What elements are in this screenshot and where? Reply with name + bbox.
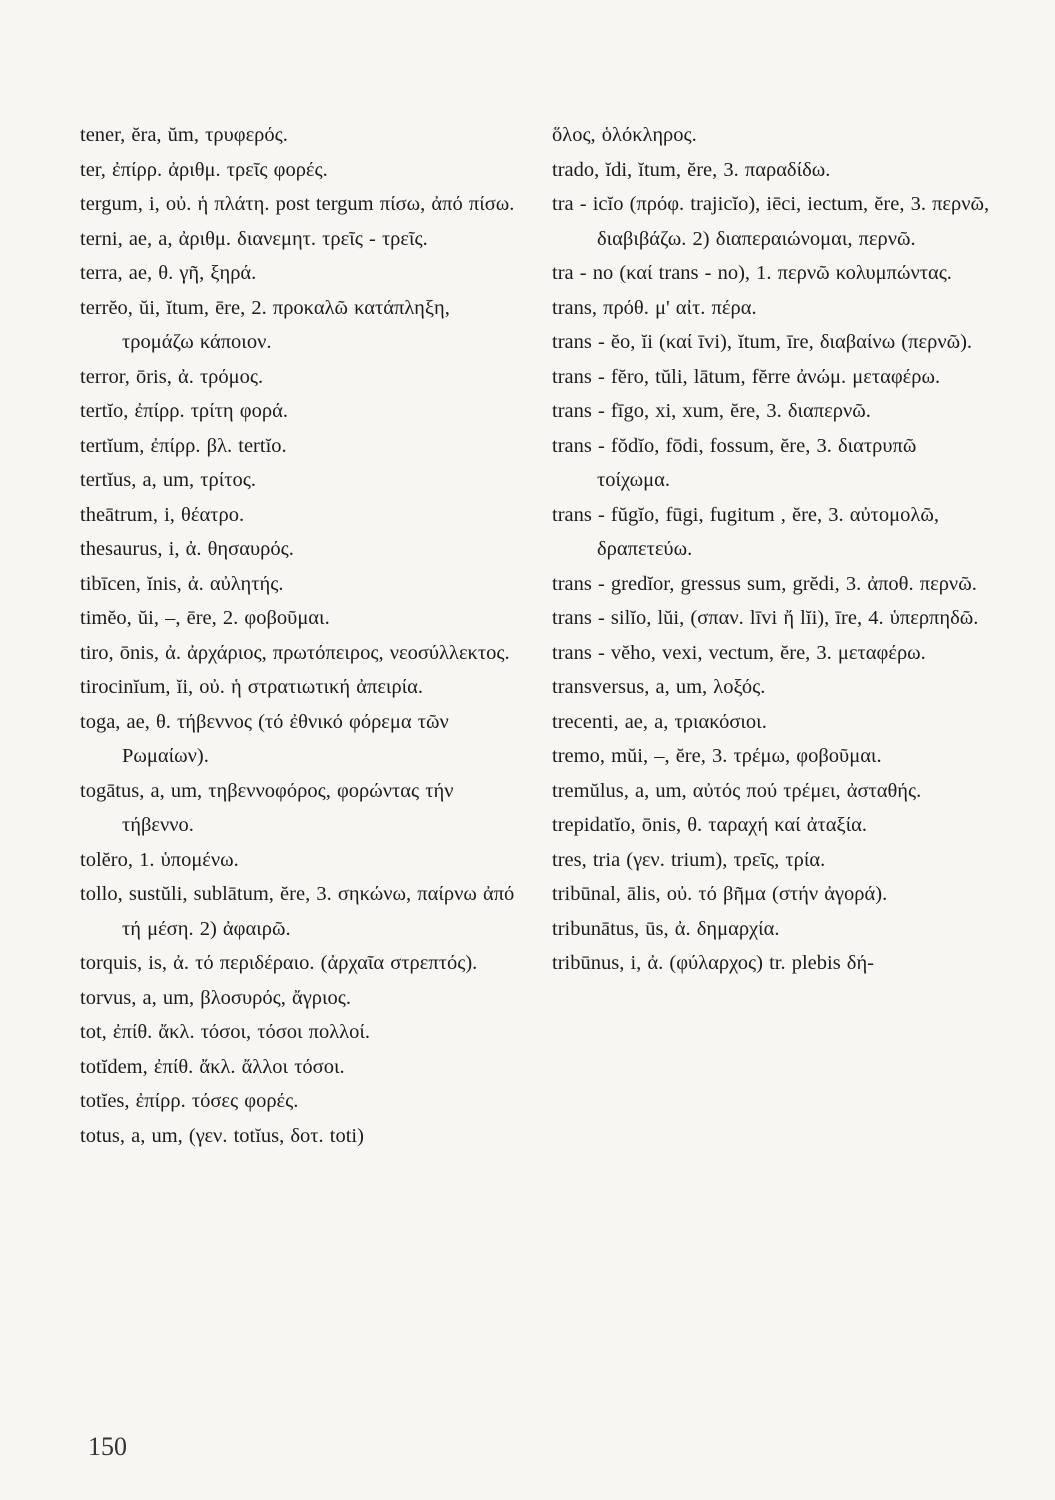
dictionary-entry: theātrum, i, θέατρο.: [80, 503, 245, 526]
dictionary-entry: torvus, a, um, βλοσυρός, ἄγριος.: [80, 986, 352, 1009]
dictionary-entry: tribūnus, i, ἀ. (φύλαρχος) tr. plebis δή-: [552, 952, 875, 974]
dictionary-entry: tribunātus, ūs, ἀ. δημαρχία.: [552, 917, 780, 940]
dictionary-entry: tiro, ōnis, ἀ. ἀρχάριος, πρωτόπειρος, νεοσύλλεκτος.: [80, 641, 510, 664]
dictionary-entry: tremo, mŭi, –, ĕre, 3. τρέμω, φοβοῦμαι.: [552, 745, 882, 767]
dictionary-entry: tot, ἐπίθ. ἄκλ. τόσοι, τόσοι πολλοί.: [80, 1021, 371, 1043]
dictionary-entry: ὅλος, ὁλόκληρος.: [552, 124, 697, 146]
dictionary-entry: thesaurus, i, ἀ. θησαυρός.: [80, 538, 294, 560]
left-column: [80, 118, 520, 1153]
dictionary-entry: torquis, is, ἀ. τό περιδέραιο. (ἀρχαῖα στρεπτός).: [80, 952, 478, 974]
dictionary-entry: trepidatĭo, ōnis, θ. ταραχή καί ἀταξία.: [552, 814, 867, 836]
dictionary-entry: transversus, a, um, λοξός.: [552, 676, 766, 698]
dictionary-entry: togātus, a, um, τηβεννοφόρος, φορώντας τήν τήβεννο.: [80, 779, 454, 836]
dictionary-entry: trecenti, ae, a, τριακόσιοι.: [552, 710, 767, 733]
dictionary-entry: tolĕro, 1. ὑπομένω.: [80, 848, 239, 871]
dictionary-entry: totus, a, um, (γεν. totĭus, δοτ. toti): [80, 1124, 364, 1147]
dictionary-entry: trans - ĕo, ĭi (καί īvi), ĭtum, īre, διαβαίνω (περνῶ).: [552, 331, 973, 353]
dictionary-entry: trans - fŭgĭo, fūgi, fugitum , ĕre, 3. αὐτομολῶ, δραπετεύω.: [552, 503, 939, 560]
dictionary-entry: tertĭo, ἐπίρρ. τρίτη φορά.: [80, 400, 288, 422]
dictionary-entry: tres, tria (γεν. trium), τρεῖς, τρία.: [552, 848, 826, 871]
dictionary-entry: trans, πρόθ. μ' αἰτ. πέρα.: [552, 296, 757, 319]
dictionary-entry: terra, ae, θ. γῆ, ξηρά.: [80, 262, 257, 284]
dictionary-entry: tra - icĭo (πρόφ. trajicĭo), iēci, iectum, ĕre, 3. περνῶ, διαβιβάζω. 2) διαπεραιώνομαι, περνῶ.: [552, 193, 990, 250]
dictionary-entry: tertĭus, a, um, τρίτος.: [80, 469, 256, 491]
dictionary-entry: tibīcen, ĭnis, ἀ. αὐλητής.: [80, 572, 284, 595]
dictionary-entry: terni, ae, a, ἀριθμ. διανεμητ. τρεῖς - τρεῖς.: [80, 227, 428, 250]
right-column: [552, 118, 992, 981]
dictionary-entry: tergum, i, οὐ. ἡ πλάτη. post tergum πίσω, ἀπό πίσω.: [80, 193, 515, 215]
dictionary-entry: trado, ĭdi, ĭtum, ĕre, 3. παραδίδω.: [552, 158, 831, 181]
dictionary-entry: trans - fĕro, tŭli, lātum, fĕrre ἀνώμ. μεταφέρω.: [552, 365, 941, 388]
page-number: 150: [88, 1432, 127, 1461]
dictionary-entry: terrĕo, ŭi, ĭtum, ēre, 2. προκαλῶ κατάπληξη, τρομάζω κάποιον.: [80, 296, 450, 353]
dictionary-entry: toga, ae, θ. τήβεννος (τό ἐθνικό φόρεμα τῶν Ρωμαίων).: [80, 710, 449, 767]
dictionary-entry: tra - no (καί trans - no), 1. περνῶ κολυμπώντας.: [552, 262, 952, 284]
dictionary-entry: tertĭum, ἐπίρρ. βλ. tertĭo.: [80, 434, 287, 457]
dictionary-entry: trans - silĭo, lŭi, (σπαν. līvi ἤ lĭi), īre, 4. ὑπερπηδῶ.: [552, 607, 979, 629]
dictionary-entry: totĭdem, ἐπίθ. ἄκλ. ἄλλοι τόσοι.: [80, 1055, 345, 1078]
dictionary-entry: tener, ĕra, ŭm, τρυφερός.: [80, 124, 288, 146]
dictionary-entry: trans - gredĭor, gressus sum, grĕdi, 3. ἀποθ. περνῶ.: [552, 572, 977, 595]
dictionary-entry: terror, ōris, ἀ. τρόμος.: [80, 365, 264, 388]
dictionary-entry: tremŭlus, a, um, αὐτός πού τρέμει, ἀσταθής.: [552, 779, 922, 802]
dictionary-entry: ter, ἐπίρρ. ἀριθμ. τρεῖς φορές.: [80, 158, 328, 181]
dictionary-entry: trans - vĕho, vexi, vectum, ĕre, 3. μεταφέρω.: [552, 641, 926, 664]
dictionary-entry: tirocinĭum, ĭi, οὐ. ἡ στρατιωτική ἀπειρία.: [80, 676, 424, 698]
dictionary-entry: tribūnal, ālis, οὐ. τό βῆμα (στήν ἀγορά).: [552, 883, 888, 905]
dictionary-entry: totĭes, ἐπίρρ. τόσες φορές.: [80, 1090, 299, 1112]
dictionary-entry: timĕo, ŭi, –, ēre, 2. φοβοῦμαι.: [80, 607, 330, 629]
dictionary-entry: tollo, sustŭli, sublātum, ĕre, 3. σηκώνω, παίρνω ἀπό τή μέση. 2) ἀφαιρῶ.: [80, 883, 515, 940]
dictionary-entry: trans - fīgo, xi, xum, ĕre, 3. διαπερνῶ.: [552, 400, 871, 422]
dictionary-entry: trans - fŏdĭo, fōdi, fossum, ĕre, 3. διατρυπῶ τοίχωμα.: [552, 434, 917, 491]
